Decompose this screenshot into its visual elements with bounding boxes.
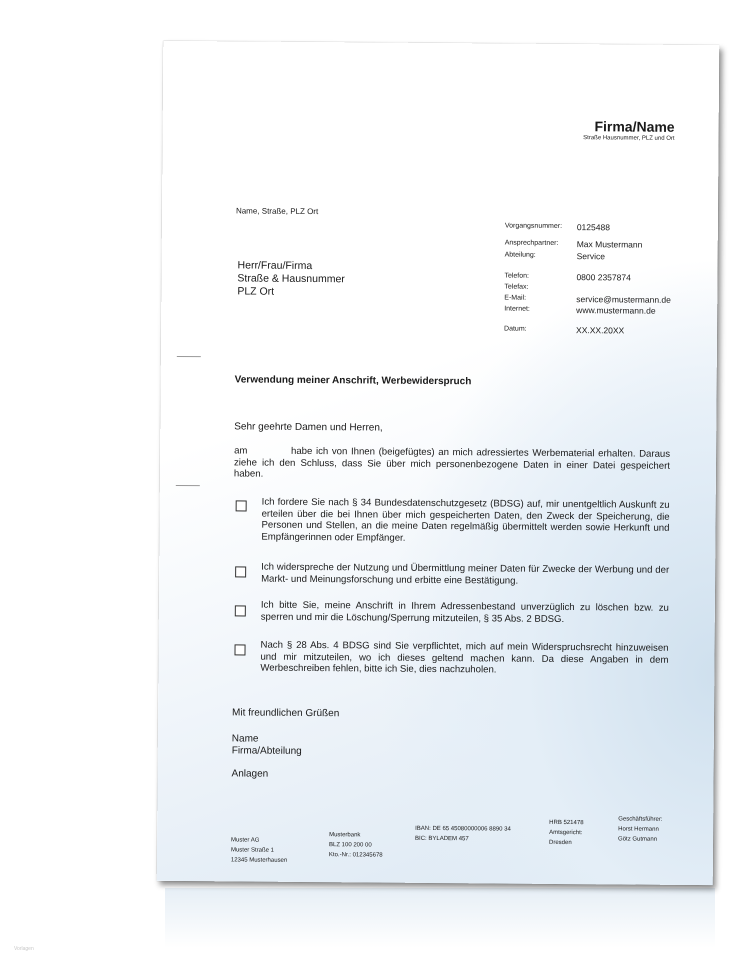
option-text-2: Ich widerspreche der Nutzung und Übermittlung meiner Daten für Zwecke der Werbung und der Markt- und Meinungsforschung und erbitte eine Bestätigung. bbox=[261, 561, 670, 587]
footer-iban bbox=[415, 824, 511, 845]
footer-line: Musterbank bbox=[329, 832, 361, 839]
info-value: www.mustermann.de bbox=[576, 305, 656, 316]
footer-line: Kto.-Nr.: 012345678 bbox=[328, 852, 383, 859]
info-label: Vorgangsnummer: bbox=[504, 222, 563, 230]
info-value: Service bbox=[576, 251, 606, 262]
footer-line: 12345 Musterhausen bbox=[230, 857, 288, 864]
option-text-4: Nach § 28 Abs. 4 BDSG sind Sie verpflichtet, mich auf mein Widerspruchsrecht hinzuweisen und mir mitzuteilen, wo ich dieses geltend machen kann. Da diese Angaben in dem Werbeschreiben fehlen, bitte ich Sie, dies nachzuholen. bbox=[260, 639, 669, 676]
info-value: Max Mustermann bbox=[576, 239, 643, 250]
info-label: Telefax: bbox=[504, 283, 529, 291]
info-label: Telefon: bbox=[504, 272, 530, 280]
company-name: Firma/Name bbox=[594, 118, 675, 135]
info-label: Internet: bbox=[504, 305, 530, 313]
info-label: E-Mail: bbox=[504, 294, 527, 302]
footer-line: Dresden bbox=[548, 839, 572, 847]
footer-line: BIC: BYLADEM 457 bbox=[415, 835, 469, 843]
recipient-line: Straße & Hausnummer bbox=[237, 272, 345, 286]
option-checkbox-1[interactable] bbox=[236, 500, 247, 511]
footer-line: IBAN: DE 65 45080000006 8890 34 bbox=[415, 825, 511, 833]
fold-mark bbox=[176, 485, 200, 486]
recipient-line: PLZ Ort bbox=[237, 285, 275, 298]
footer-line: Götz Gutmann bbox=[618, 836, 658, 843]
footer-company bbox=[231, 835, 288, 865]
option-checkbox-4[interactable] bbox=[234, 644, 245, 655]
attachments-label: Anlagen bbox=[231, 768, 269, 780]
sender-line: Name, Straße, PLZ Ort bbox=[235, 206, 319, 217]
footer-line: Muster Straße 1 bbox=[230, 847, 274, 854]
recipient-line: Herr/Frau/Firma bbox=[237, 259, 313, 273]
option-text-1: Ich fordere Sie nach § 34 Bundesdatenschutzgesetz (BDSG) auf, mir unentgeltlich Auskunft zu erteilen über die bei Ihnen über mich gespeicherten Daten, den Zweck der Speicherung, die Personen und Stellen, an die meine Daten regelmäßig übermittelt werden sowie Herkunft und Empfängerinnen oder Empfänger. bbox=[261, 496, 670, 544]
fold-mark bbox=[177, 356, 201, 357]
footer-bank bbox=[329, 830, 383, 860]
footer-line: BLZ 100 200 00 bbox=[328, 842, 372, 849]
info-label: Abteilung: bbox=[504, 251, 536, 259]
info-value: service@mustermann.de bbox=[576, 294, 671, 305]
footer-register bbox=[549, 818, 584, 848]
info-label: Ansprechpartner: bbox=[504, 239, 559, 247]
subject-line: Verwendung meiner Anschrift, Werbewiderspruch bbox=[234, 374, 472, 388]
intro-paragraph: am habe ich von Ihnen (beigefügtes) an mich adressiertes Werbematerial erhalten. Daraus ziehe ich den Schluss, dass Sie über mich personenbezogene Daten in einer Datei gespeichert haben. bbox=[233, 445, 673, 480]
option-text-3: Ich bitte Sie, meine Anschrift in Ihrem Adressenbestand unverzüglich zu löschen bzw. zu sperren und mir die Löschung/Sperrung mitzuteilen, § 35 Abs. 2 BDSG. bbox=[260, 599, 669, 625]
info-value: 0800 2357874 bbox=[576, 272, 631, 283]
closing-name: Name bbox=[231, 733, 259, 745]
info-value: XX.XX.20XX bbox=[576, 325, 625, 336]
closing-greeting: Mit freundlichen Grüßen bbox=[231, 707, 340, 720]
info-value: 0125488 bbox=[576, 222, 610, 233]
watermark: Vorlagen bbox=[14, 946, 34, 952]
option-checkbox-3[interactable] bbox=[235, 605, 246, 616]
footer-line: Muster AG bbox=[231, 837, 260, 844]
option-checkbox-2[interactable] bbox=[235, 566, 246, 577]
info-label: Datum: bbox=[504, 325, 527, 333]
closing-department: Firma/Abteilung bbox=[231, 745, 302, 757]
footer-line: Horst Hermann bbox=[618, 826, 659, 833]
footer-line: Amtsgericht: bbox=[549, 829, 583, 837]
footer-line: HRB 521478 bbox=[549, 819, 584, 827]
footer-line: Geschäftsführer: bbox=[618, 816, 663, 823]
letter-page bbox=[157, 41, 720, 885]
recipient-address bbox=[237, 259, 345, 299]
footer-management bbox=[618, 814, 663, 844]
page-reflection bbox=[165, 888, 715, 948]
salutation: Sehr geehrte Damen und Herren, bbox=[234, 421, 383, 434]
company-address: Straße Hausnummer, PLZ und Ort bbox=[583, 135, 675, 142]
